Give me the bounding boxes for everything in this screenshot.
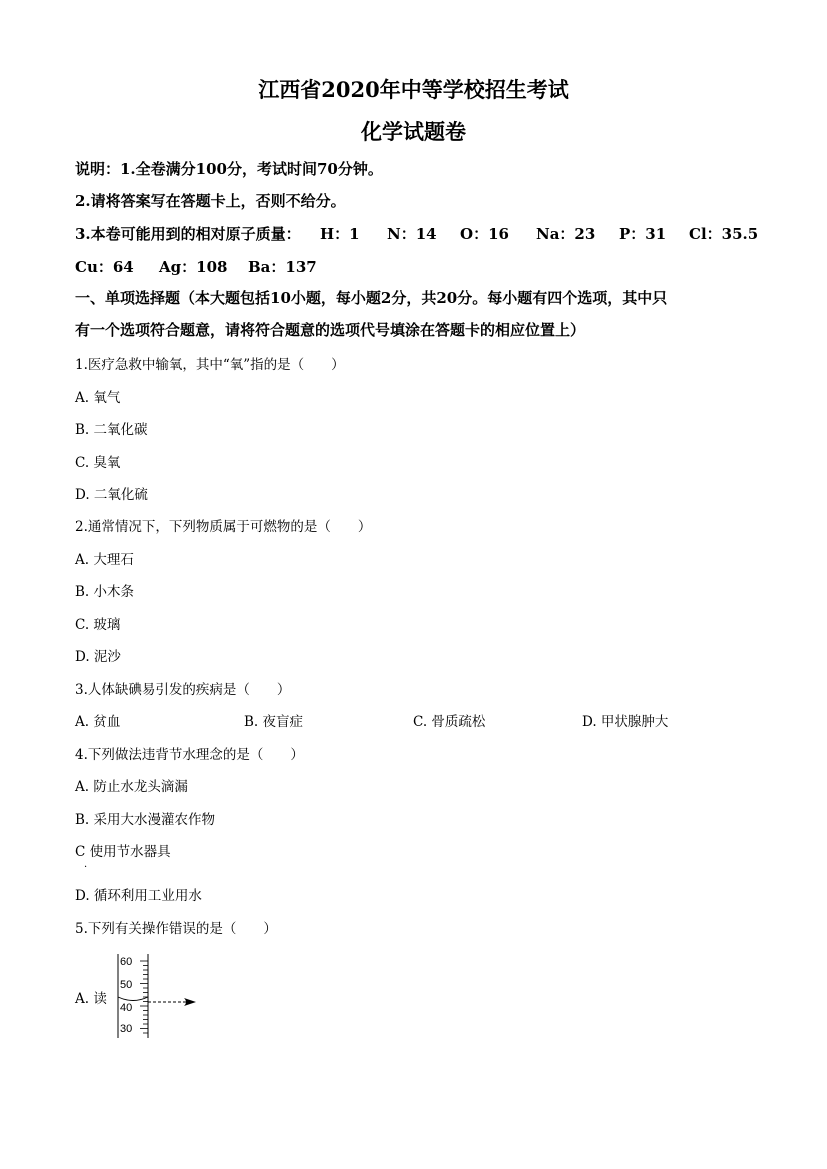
mass-ba: Ba：137	[248, 258, 317, 276]
question-5-option-a: A. 读	[75, 991, 107, 1007]
scale-label-40: 40	[120, 1002, 133, 1014]
question-4-option-c: C 使用节水器具	[75, 844, 171, 860]
scale-label-60: 60	[120, 956, 133, 968]
question-3-option-b: B. 夜盲症	[244, 714, 304, 730]
mass-ag: Ag：108	[159, 258, 228, 276]
question-2-stem: 2.通常情况下，下列物质属于可燃物的是（ ）	[75, 519, 372, 535]
instruction-3-label: 3.本卷可能用到的相对原子质量：	[75, 225, 301, 243]
question-1-option-a: A. 氧气	[75, 390, 121, 406]
question-1-stem: 1.医疗急救中输氧，其中“氧”指的是（ ）	[75, 357, 345, 373]
mass-p: P：31	[619, 225, 667, 243]
question-3-stem: 3.人体缺碘易引发的疾病是（ ）	[75, 682, 291, 698]
question-1-option-c: C. 臭氧	[75, 455, 121, 471]
mass-o: O：16	[460, 225, 509, 243]
question-4-stem: 4.下列做法违背节水理念的是（ ）	[75, 747, 304, 763]
question-3-option-a: A. 贫血	[75, 714, 121, 730]
scale-ticks	[140, 961, 148, 1033]
stray-dot: ·	[84, 862, 88, 873]
mass-na: Na：23	[536, 225, 596, 243]
question-3-option-c: C. 骨质疏松	[413, 714, 486, 730]
question-1-option-b: B. 二氧化碳	[75, 422, 148, 438]
exam-title: 江西省2020年中等学校招生考试	[258, 77, 569, 102]
section-heading-line1: 一、单项选择题（本大题包括10小题，每小题2分，共20分。每小题有四个选项，其中只	[75, 289, 668, 307]
question-2-option-a: A. 大理石	[75, 552, 134, 568]
question-1-option-d: D. 二氧化硫	[75, 487, 148, 503]
question-4-option-b: B. 采用大水漫灌农作物	[75, 812, 216, 828]
section-heading-line2: 有一个选项符合题意，请将符合题意的选项代号填涂在答题卡的相应位置上）	[75, 321, 586, 339]
exam-subtitle: 化学试题卷	[361, 119, 466, 144]
question-4-option-d: D. 循环利用工业用水	[75, 888, 202, 904]
mass-n: N：14	[387, 225, 437, 243]
question-2-option-d: D. 泥沙	[75, 649, 121, 665]
question-2-option-c: C. 玻璃	[75, 617, 121, 633]
question-5-stem: 5.下列有关操作错误的是（ ）	[75, 921, 277, 937]
question-4-option-a: A. 防止水龙头滴漏	[75, 779, 188, 795]
mass-cl: Cl：35.5	[689, 225, 759, 243]
instruction-3	[75, 223, 301, 244]
meniscus	[118, 997, 148, 1001]
question-3-option-d: D. 甲状腺肿大	[582, 714, 669, 730]
scale-label-50: 50	[120, 979, 133, 991]
mass-cu: Cu：64	[75, 258, 134, 276]
instruction-1: 说明：1.全卷满分100分，考试时间70分钟。	[75, 160, 383, 178]
mass-h: H：1	[320, 225, 360, 243]
graduated-cylinder-figure	[112, 952, 212, 1042]
scale-label-30: 30	[120, 1023, 133, 1035]
question-2-option-b: B. 小木条	[75, 584, 135, 600]
instruction-2: 2.请将答案写在答题卡上，否则不给分。	[75, 192, 346, 210]
